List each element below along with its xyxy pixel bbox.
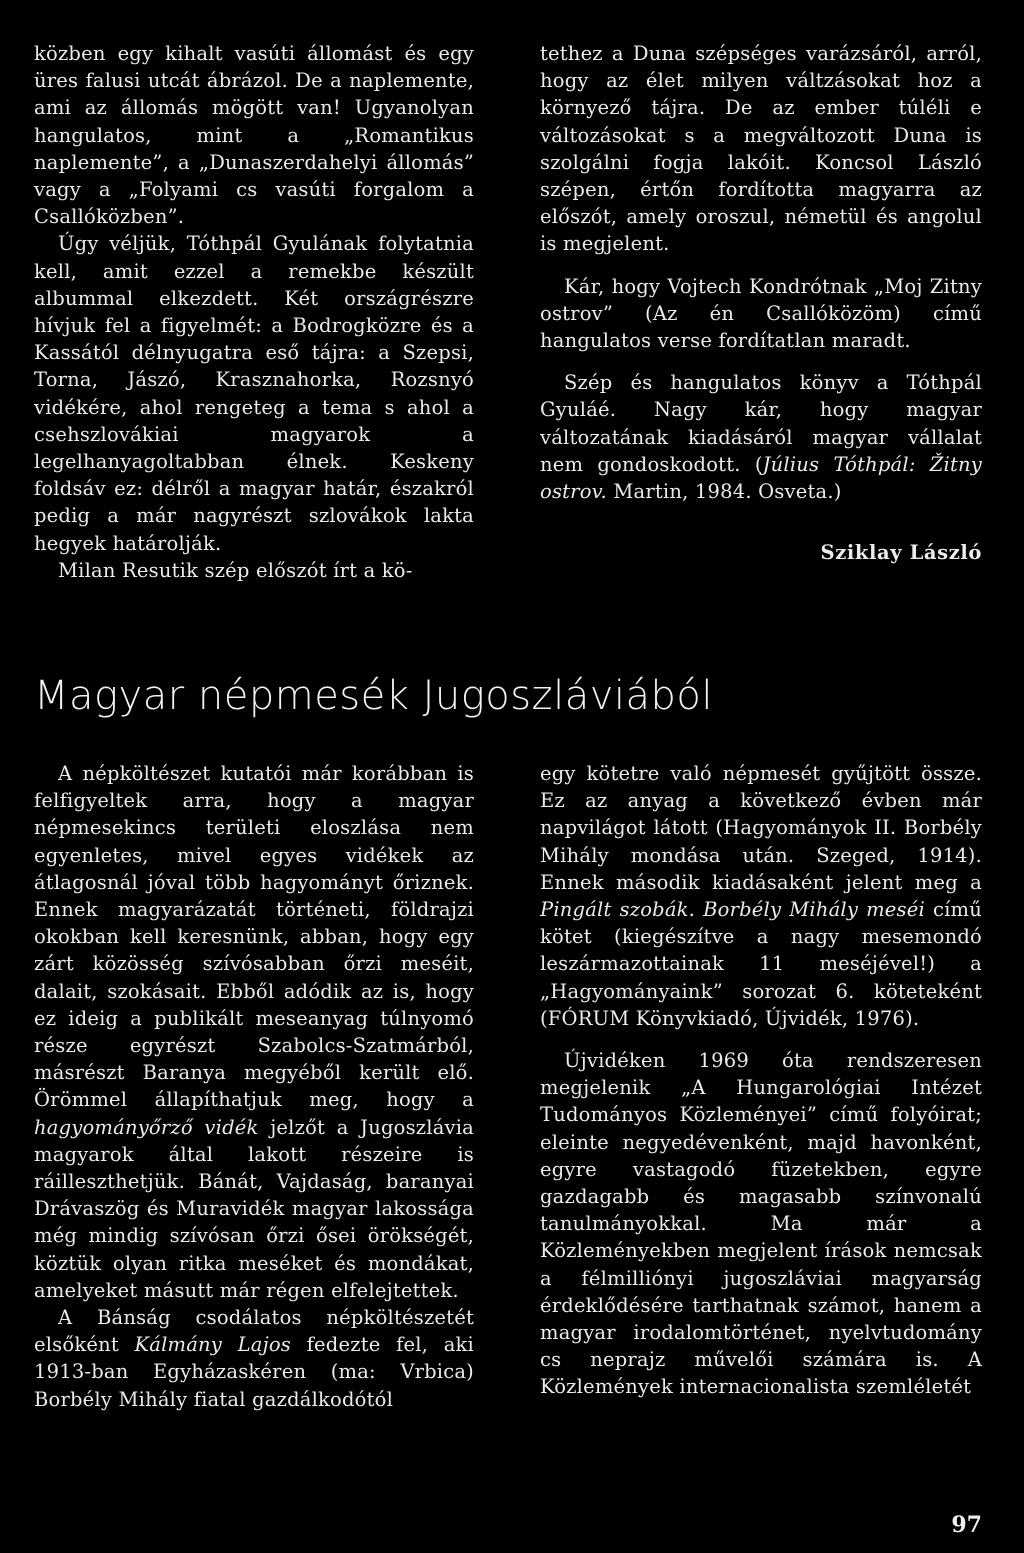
article-text: fedezte fel, aki 1913-ban Egyházaskéren (ma: Vrbica) Borbély Mihály fiatal gazdálkodótól [34, 1333, 474, 1411]
review-paragraph: tethez a Duna szépséges varázsáról, arról, hogy az élet milyen váltzásokat hoz a környező tájra. De az ember túléli e változásokat s a megváltozott Duna is szolgálni fogja lakóit. Koncsol László szépen, értőn fordította magyarra az előszót, amely oroszul, németül és angolul is megjelent. [540, 42, 982, 256]
article-text: című kötet (kiegészítve a nagy mesemondó leszármazottainak 11 meséjével!) a „Hagyományaink” sorozat 6. köteteként (FÓRUM Könyvkiadó, Újvidék, 1976). [540, 898, 982, 1030]
article-emphasis: hagyományőrző vidék [34, 1115, 259, 1139]
article-text: A Bánság csodálatos népköltészetét elsőként [34, 1306, 474, 1357]
article-paragraph [34, 760, 474, 1304]
article-text: jelzőt a Jugoszlávia magyarok által lakott részeire is ráilleszthetjük. Bánát, Vajdaság, baranyai Drávaszög és Muravidék magyar lakossága még mindig szívósan őrzi ősei örökségét, köztük olyan ritka meséket és mondákat, amelyeket másutt már régen elfelejtettek. [34, 1115, 474, 1302]
article-paragraph [34, 1304, 474, 1413]
article-paragraph [540, 760, 982, 1032]
review-paragraph: Kár, hogy Vojtech Kondrótnak „Moj Zitny ostrov” (Az én Csallóközöm) című hangulatos verse fordítatlan maradt. [540, 274, 982, 353]
bibliographic-title: Július Tóthpál: Žitny ostrov. [540, 452, 982, 504]
review-closing-text: Szép és hangulatos könyv a Tóthpál Gyuláé. Nagy kár, hogy magyar változatának kiadásáról magyar vállalat nem gondoskodott. [540, 371, 982, 476]
article-paragraph: Újvidéken 1969 óta rendszeresen megjelenik „A Hungarológiai Intézet Tudományos Közleményei” című folyóirat; eleinte negyedévenként, majd havonként, egyre vastagodó füzetekben, egyre gazdagabb és magasabb színvonalú tanulmányokkal. Ma már a Közleményekben megjelent írások nemcsak a félmilliónyi jugoszláviai magyarság érdeklődésére tarthatnak számot, hanem a magyar irodalomtörténet, nyelvtudomány cs neprajz művelői számára is. A Közlemények internacionalista szemléletét [540, 1049, 982, 1399]
article-left-column [34, 760, 474, 1413]
article-right-column [540, 760, 982, 1401]
review-paragraph: Úgy véljük, Tóthpál Gyulának folytatnia kell, amit ezzel a remekbe készült albummal elkezdett. Két országrészre hívjuk fel a figyelmét: a Bodrogközre és a Kassától délnyugatra eső tájra: a Szepsi, Torna, Jászó, Krasznahorka, Rozsnyó vidékére, ahol rengeteg a tema s ahol a csehszlovákiai magyarok a legelhanyagoltabban élnek. Keskeny foldsáv ez: délről a magyar határ, északról pedig a már nagyrészt szlovákok lakta hegyek határolják. [34, 232, 474, 555]
article-emphasis: Kálmány Lajos [134, 1333, 292, 1357]
page-number: 97 [951, 1512, 982, 1538]
article-text: A népköltészet kutatói már korábban is felfigyeltek arra, hogy a magyar népmesekincs területi eloszlása nem egyenletes, mivel egyes vidékek az átlagosnál jóval több hagyományt őriznek. Ennek magyarázatát történeti, földrajzi okokban kell keresnünk, abban, hogy egy zárt közösség szívósabban őrzi meséit, dalait, szokásait. Ebből adódik az is, hogy ez ideig a publikált meseanyag túlnyomó része egyrészt Szabolcs-Szatmárból, másrészt Baranya megyéből került elő. Örömmel állapíthatjuk meg, hogy a [34, 762, 474, 1112]
review-signature: Sziklay László [820, 541, 982, 565]
article-text: egy kötetre való népmesét gyűjtött össze. Ez az anyag a következő évben már napvilágot látott (Hagyományok II. Borbély Mihály mondása után. Szeged, 1914). Ennek második kiadásaként jelent meg a [540, 762, 982, 894]
review-left-column [34, 40, 474, 584]
bibliographic-details: Martin, 1984. Osveta.) [613, 480, 842, 504]
article-title: Magyar népmesék Jugoszláviából [34, 673, 713, 719]
review-paragraph: Szép és hangulatos könyv a Tóthpál Gyuláé. Nagy kár, hogy magyar változatának kiadásáról magyar vállalat nem gondoskodott. (Július Tóthpál: Žitny ostrov. Martin, 1984. Osveta.) [540, 371, 982, 504]
review-paragraph: Milan Resutik szép előszót írt a kö- [58, 558, 413, 582]
review-paragraph: közben egy kihalt vasúti állomást és egy üres falusi utcát ábrázol. De a naplemente, ami az állomás mögött van! Ugyanolyan hangulatos, mint a „Romantikus naplemente”, a „Dunaszerdahelyi állomás” vagy a „Folyami cs vasúti forgalom a Csallóközben”. [34, 42, 474, 229]
article-emphasis: Pingált szobák. Borbély Mihály meséi [540, 898, 925, 922]
review-right-column [540, 40, 982, 566]
